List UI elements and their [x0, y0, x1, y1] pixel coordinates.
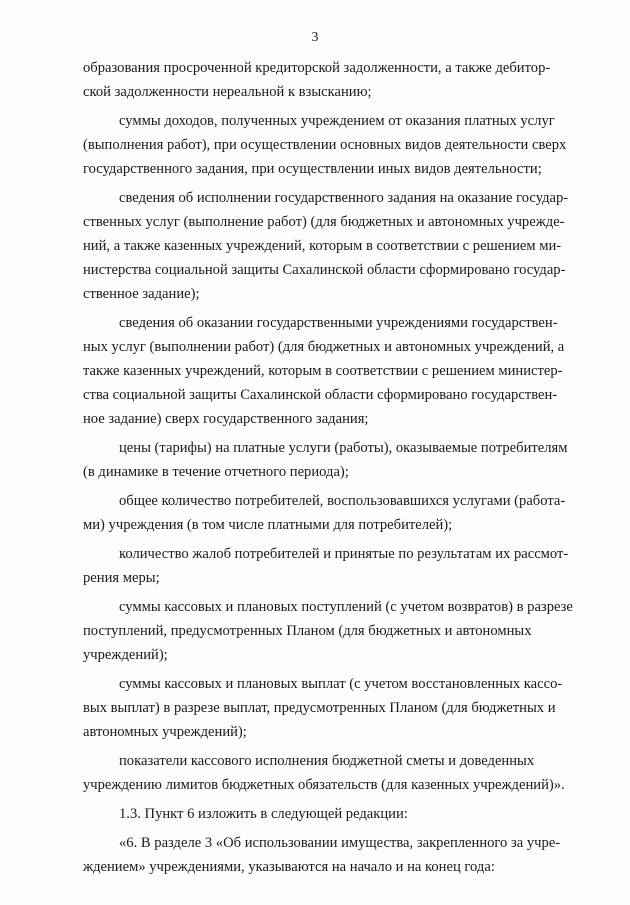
paragraph: суммы доходов, полученных учреждением от оказания платных услуг (выполнения работ), при осуществлении основных видов деятельности сверх государственного задания, при осуществлении иных видов деятельности; [83, 113, 567, 177]
paragraph: показатели кассового исполнения бюджетной сметы и доведенных учреждению лимитов бюджетных обязательств (для казенных учреждений)». [83, 753, 565, 793]
paragraph: суммы кассовых и плановых поступлений (с учетом возвратов) в разрезе поступлений, предусмотренных Планом (для бюджетных и автономных учреждений); [83, 599, 573, 663]
document-body [83, 56, 583, 884]
paragraph: сведения об исполнении государственного задания на оказание государ- ственных услуг (выполнение работ) (для бюджетных и автономных учрежде- ний, а также казенных учреждений, которым в соответствии с решением ми- нистерства социальной защиты Сахалинской области сформировано государ- ственное задание); [83, 190, 569, 302]
paragraph: сведения об оказании государственными учреждениями государствен- ных услуг (выполнении работ) (для бюджетных и автономных учреждений, а также казенных учреждений, которым в соответствии с решением министер- ства социальной защиты Сахалинской области сформировано государствен- ное задание) сверх государственного задания; [83, 315, 565, 427]
paragraph: образования просроченной кредиторской задолженности, а также дебитор- ской задолженности нереальной к взысканию; [83, 60, 551, 100]
page-number: 3 [311, 30, 319, 45]
paragraph: суммы кассовых и плановых выплат (с учетом восстановленных кассо- вых выплат) в разрезе выплат, предусмотренных Планом (для бюджетных и автономных учреждений); [83, 676, 563, 740]
paragraph: общее количество потребителей, воспользовавшихся услугами (работа- ми) учреждения (в том числе платными для потребителей); [83, 493, 566, 533]
paragraph: 1.3. Пункт 6 изложить в следующей редакции: [119, 806, 408, 822]
paragraph: количество жалоб потребителей и принятые по результатам их рассмот- рения меры; [83, 546, 569, 586]
paragraph: «6. В разделе 3 «Об использовании имущества, закрепленного за учре- ждением» учреждениями, указываются на начало и на конец года: [83, 835, 561, 875]
paragraph: цены (тарифы) на платные услуги (работы), оказываемые потребителям (в динамике в течение отчетного периода); [83, 440, 568, 480]
